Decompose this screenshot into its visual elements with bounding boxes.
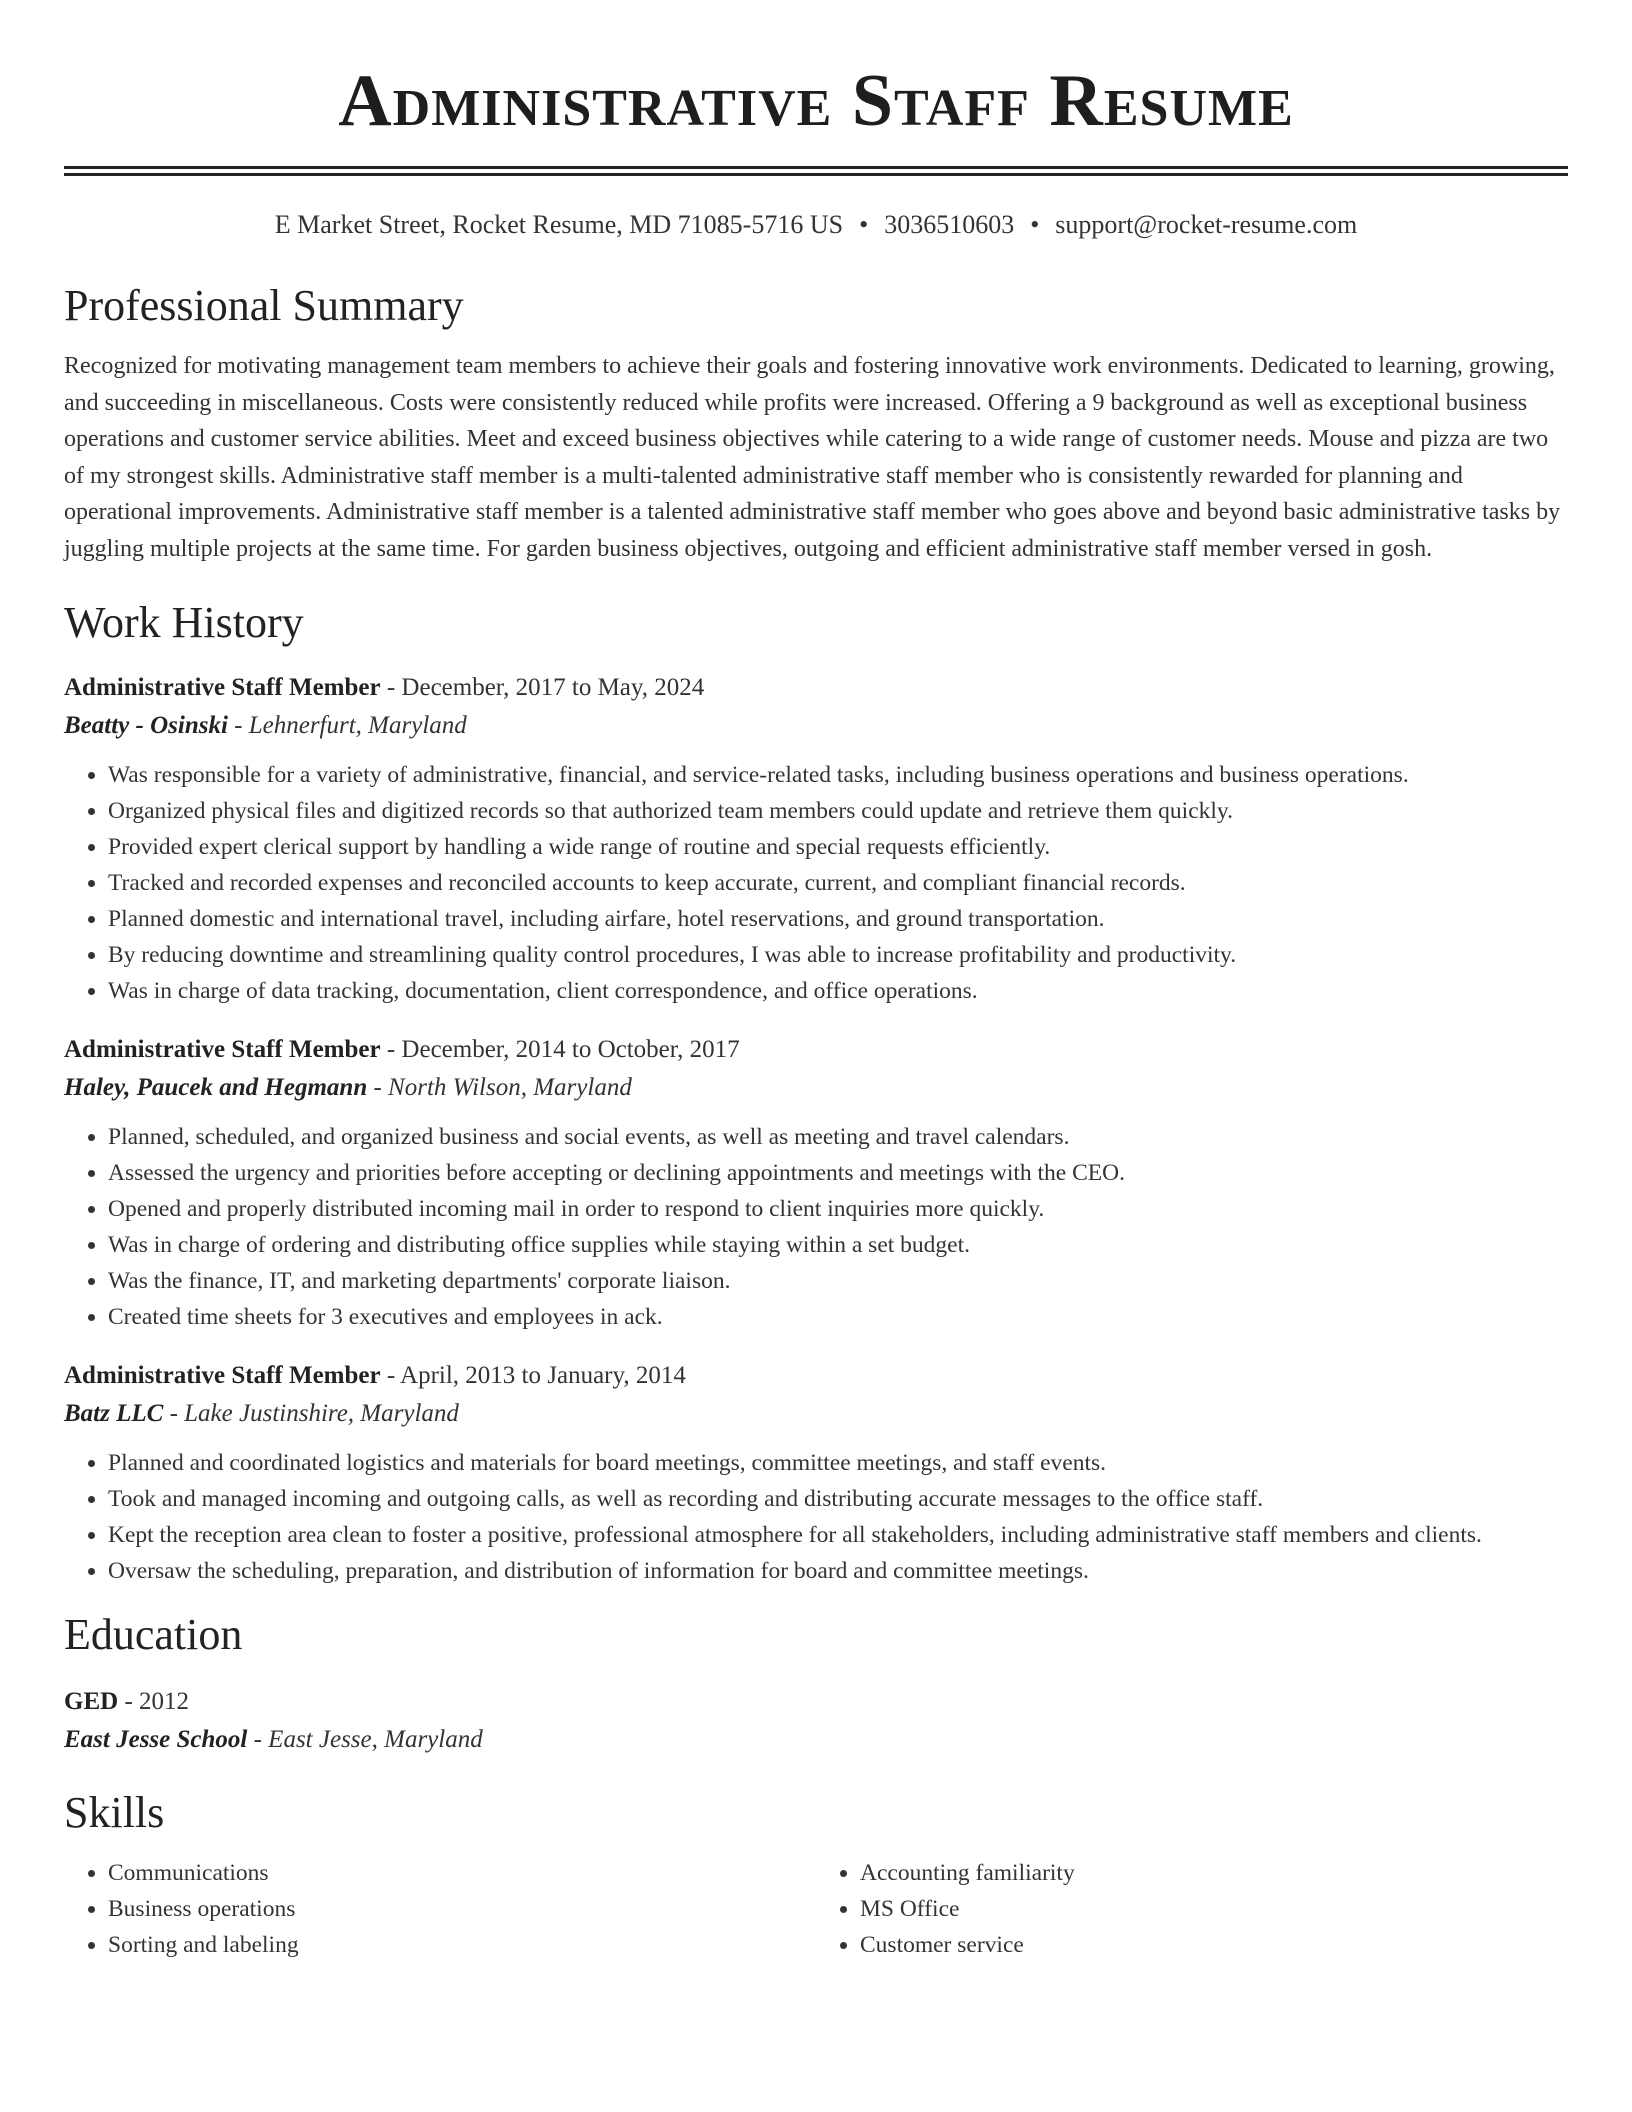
- job-title: Administrative Staff Member: [64, 1036, 381, 1063]
- job-location: - Lake Justinshire, Maryland: [163, 1400, 459, 1427]
- skill-item: • Sorting and labeling: [108, 1927, 816, 1963]
- skill-item: • Communications: [108, 1855, 816, 1891]
- job-title: Administrative Staff Member: [64, 674, 381, 701]
- job-title-line: [64, 669, 1568, 707]
- skill-item: • MS Office: [860, 1891, 1568, 1927]
- degree-line: [64, 1683, 1568, 1721]
- duty-item: • Organized physical files and digitized records so that authorized team members could update and retrieve them quickly.: [108, 793, 1568, 829]
- contact-separator: •: [1030, 210, 1040, 239]
- duty-item: • Opened and properly distributed incoming mail in order to respond to client inquiries more quickly.: [108, 1191, 1568, 1227]
- job-company-line: [64, 1069, 1568, 1107]
- job-duties-list: [64, 1445, 1568, 1589]
- summary-heading: Professional Summary: [64, 281, 464, 330]
- contact-line: [64, 210, 1568, 240]
- job-duties-list: [64, 1119, 1568, 1335]
- summary-text: Recognized for motivating management team members to achieve their goals and fostering innovative work environments. Dedicated to learning, growing, and succeeding in miscellaneous. Costs were consistently reduced while profits were increased. Offering a 9 background as well as exceptional business operations and customer service abilities. Meet and exceed business objectives while catering to a wide range of customer needs. Mouse and pizza are two of my strongest skills. Administrative staff member is a multi-talented administrative staff member who is consistently rewarded for planning and operational improvements. Administrative staff member is a talented administrative staff member who goes above and beyond basic administrative tasks by juggling multiple projects at the same time. For garden business objectives, outgoing and efficient administrative staff member versed in gosh.: [64, 353, 1561, 562]
- duty-item: • By reducing downtime and streamlining quality control procedures, I was able to increase profitability and productivity.: [108, 937, 1568, 973]
- job-entry: [64, 1031, 1568, 1335]
- skill-item: • Business operations: [108, 1891, 816, 1927]
- education-heading: Education: [64, 1610, 243, 1659]
- job-duties-list: [64, 757, 1568, 1009]
- duty-item: • Was in charge of data tracking, documentation, client correspondence, and office operations.: [108, 973, 1568, 1009]
- title-double-rule: [64, 166, 1568, 176]
- duty-item: • Oversaw the scheduling, preparation, and distribution of information for board and committee meetings.: [108, 1553, 1568, 1589]
- skill-item: • Customer service: [860, 1927, 1568, 1963]
- duty-item: • Was in charge of ordering and distributing office supplies while staying within a set budget.: [108, 1227, 1568, 1263]
- contact-address: E Market Street, Rocket Resume, MD 71085-5716 US: [274, 210, 844, 239]
- skills-grid: [64, 1855, 1568, 1963]
- degree-year: - 2012: [118, 1688, 190, 1715]
- job-company-line: [64, 707, 1568, 745]
- job-title-line: [64, 1031, 1568, 1069]
- duty-item: • Was responsible for a variety of administrative, financial, and service-related tasks, including business operations and business operations.: [108, 757, 1568, 793]
- job-company: Batz LLC: [64, 1400, 164, 1427]
- resume-title: Administrative Staff Resume: [338, 60, 1294, 142]
- duty-item: • Took and managed incoming and outgoing calls, as well as recording and distributing accurate messages to the office staff.: [108, 1481, 1568, 1517]
- education-entry: [64, 1683, 1568, 1759]
- job-location: - Lehnerfurt, Maryland: [227, 712, 467, 739]
- skills-column-right: [816, 1855, 1568, 1963]
- job-location: - North Wilson, Maryland: [367, 1074, 632, 1101]
- job-title: Administrative Staff Member: [64, 1362, 381, 1389]
- duty-item: • Tracked and recorded expenses and reconciled accounts to keep accurate, current, and compliant financial records.: [108, 865, 1568, 901]
- work-history-heading: Work History: [64, 598, 304, 647]
- job-company: Beatty - Osinski: [64, 712, 228, 739]
- skills-column-left: [64, 1855, 816, 1963]
- job-company: Haley, Paucek and Hegmann: [64, 1074, 368, 1101]
- job-entry: [64, 669, 1568, 1009]
- duty-item: • Planned and coordinated logistics and materials for board meetings, committee meetings, and staff events.: [108, 1445, 1568, 1481]
- job-company-line: [64, 1395, 1568, 1433]
- job-dates: - December, 2017 to May, 2024: [380, 674, 705, 701]
- duty-item: • Created time sheets for 3 executives and employees in ack.: [108, 1299, 1568, 1335]
- contact-email: support@rocket-resume.com: [1055, 210, 1358, 239]
- skill-item: • Accounting familiarity: [860, 1855, 1568, 1891]
- school-name: East Jesse School: [64, 1726, 248, 1753]
- degree: GED: [64, 1688, 119, 1715]
- duty-item: • Provided expert clerical support by handling a wide range of routine and special requests efficiently.: [108, 829, 1568, 865]
- duty-item: • Was the finance, IT, and marketing departments' corporate liaison.: [108, 1263, 1568, 1299]
- duty-item: • Planned, scheduled, and organized business and social events, as well as meeting and travel calendars.: [108, 1119, 1568, 1155]
- job-entry: [64, 1357, 1568, 1589]
- job-title-line: [64, 1357, 1568, 1395]
- contact-phone: 3036510603: [884, 210, 1015, 239]
- duty-item: • Kept the reception area clean to foster a positive, professional atmosphere for all stakeholders, including administrative staff members and clients.: [108, 1517, 1568, 1553]
- school-location: - East Jesse, Maryland: [247, 1726, 483, 1753]
- duty-item: • Planned domestic and international travel, including airfare, hotel reservations, and ground transportation.: [108, 901, 1568, 937]
- job-dates: - December, 2014 to October, 2017: [380, 1036, 740, 1063]
- duty-item: • Assessed the urgency and priorities before accepting or declining appointments and meetings with the CEO.: [108, 1155, 1568, 1191]
- job-dates: - April, 2013 to January, 2014: [380, 1362, 686, 1389]
- skills-heading: Skills: [64, 1788, 165, 1837]
- school-line: [64, 1721, 1568, 1759]
- contact-separator: •: [859, 210, 869, 239]
